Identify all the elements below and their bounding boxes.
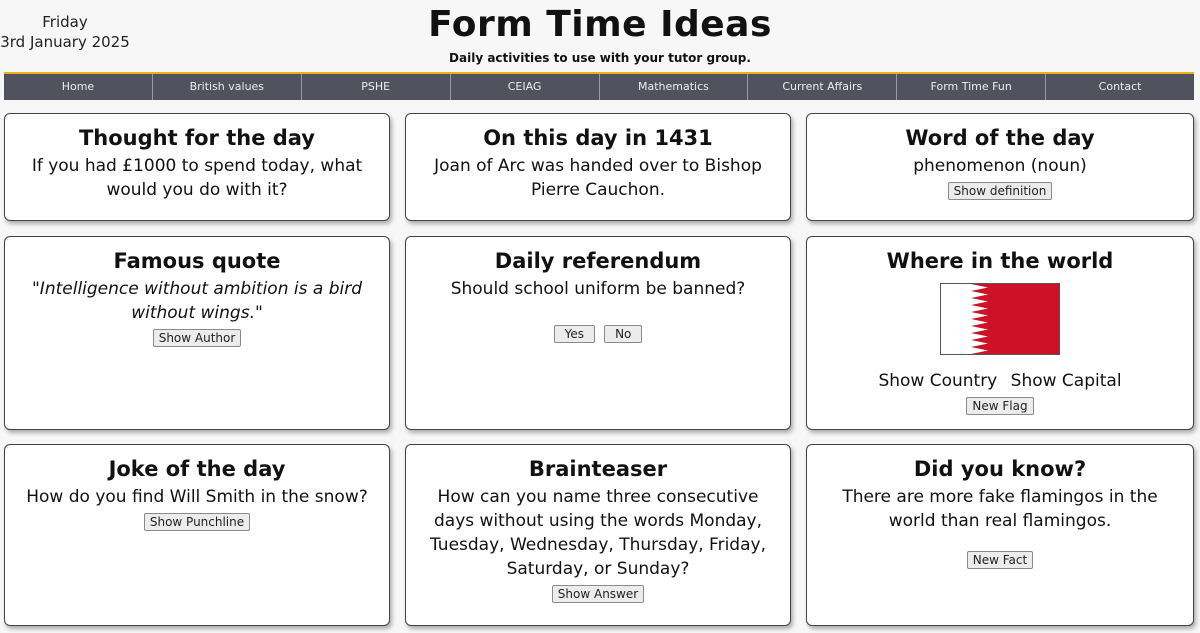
nav-form-time-fun[interactable]: Form Time Fun [897,74,1046,100]
thought-text: If you had £1000 to spend today, what would you do with it? [31,156,363,200]
did-you-know-text: There are more fake flamingos in the world than real flamingos. [842,487,1158,531]
referendum-card [405,236,791,430]
vote-no-button[interactable]: No [604,325,642,343]
referendum-text: Should school uniform be banned? [450,279,746,299]
day-label: Friday [42,13,88,31]
quote-text: "Intelligence without ambition is a bird without wings." [31,279,362,323]
on-this-day-title: On this day in 1431 [483,126,713,150]
nav-ceiag[interactable]: CEIAG [451,74,600,100]
joke-card [4,444,390,626]
nav-contact[interactable]: Contact [1098,80,1142,93]
did-you-know-card [806,444,1194,626]
show-definition-button[interactable]: Show definition [948,182,1053,200]
show-country-link[interactable]: Show Country [878,371,998,391]
brainteaser-text: How can you name three consecutive days without using the words Monday, Tuesday, Wednesday, Thursday, Friday, Saturday, or Sunday? [430,487,766,579]
show-capital-link[interactable]: Show Capital [1010,371,1122,391]
world-card [806,236,1194,430]
new-flag-button[interactable]: New Flag [966,397,1033,415]
show-author-button[interactable]: Show Author [153,329,242,347]
referendum-title: Daily referendum [494,249,702,273]
show-punchline-button[interactable]: Show Punchline [144,513,250,531]
on-this-day-text: Joan of Arc was handed over to Bishop Pierre Cauchon. [434,156,762,200]
date-label: 3rd January 2025 [0,33,130,51]
quote-card [4,236,390,430]
brainteaser-title: Brainteaser [528,457,668,481]
word-card [806,113,1194,221]
word-text: phenomenon (noun) [913,156,1087,176]
quote-title: Famous quote [113,249,281,273]
flag-image [940,283,1060,355]
page-title: Form Time Ideas [428,4,772,45]
joke-text: How do you find Will Smith in the snow? [26,487,368,507]
world-title: Where in the world [886,249,1114,273]
word-title: Word of the day [905,126,1095,150]
nav-mathematics[interactable]: Mathematics [600,74,749,100]
nav-british-values[interactable]: British values [153,74,302,100]
show-answer-button[interactable]: Show Answer [552,585,644,603]
new-fact-button[interactable]: New Fact [967,551,1033,569]
brainteaser-card [405,444,791,626]
did-you-know-title: Did you know? [913,457,1087,481]
nav-current-affairs[interactable]: Current Affairs [748,74,897,100]
nav-pshe[interactable]: PSHE [302,74,451,100]
on-this-day-card [405,113,791,221]
thought-card [4,113,390,221]
main-nav [4,72,1194,100]
thought-title: Thought for the day [78,126,315,150]
vote-yes-button[interactable]: Yes [554,325,595,343]
joke-title: Joke of the day [108,457,286,481]
nav-home[interactable]: Home [4,74,153,100]
page-subtitle: Daily activities to use with your tutor group. [449,51,751,65]
